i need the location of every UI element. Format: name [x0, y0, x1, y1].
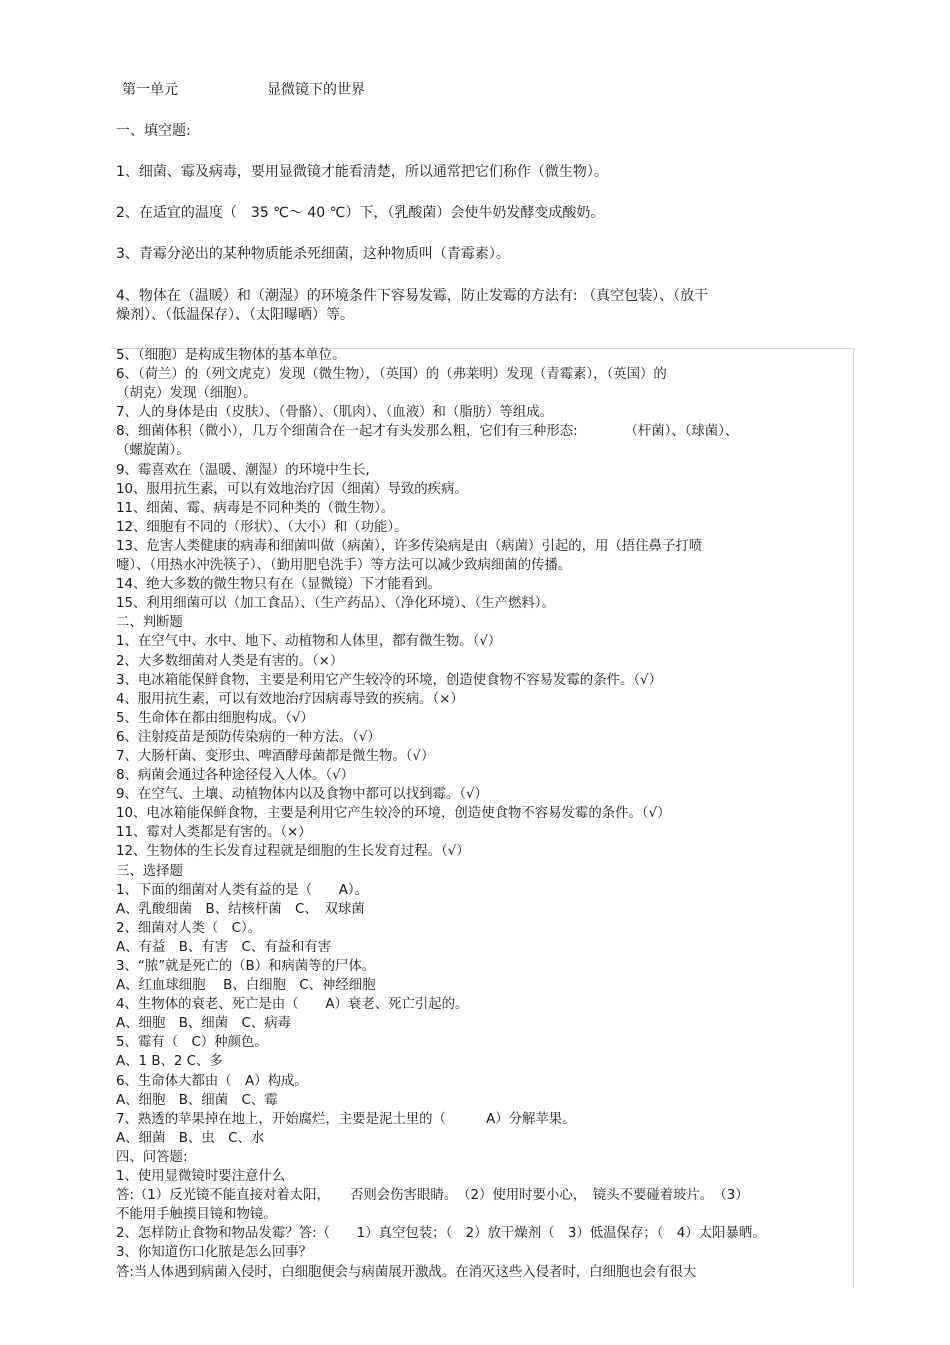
text-line: A、乳酸细菌 B、结核杆菌 C、 双球菌 [116, 901, 365, 917]
text-line: 7、人的身体是由（皮肤）、（骨骼）、（肌肉）、（血液）和（脂肪）等组成。 [116, 405, 553, 421]
text-line: 5、（细胞）是构成生物体的基本单位。 [116, 348, 346, 363]
text-line: 8、细菌体积（微小），几万个细菌合在一起才有头发那么粗，它们有三种形态: （杆菌）、（球菌）、 [116, 424, 739, 440]
text-line: 10、服用抗生素，可以有效地治疗因（细菌）导致的疾病。 [116, 481, 468, 497]
text-line: 答:（1）反光镜不能直接对着太阳， 否则会伤害眼睛。 （2）使用时要小心， 镜头不要碰着玻片。 （3） [116, 1188, 749, 1204]
text-line: 8、病菌会通过各种途径侵入人体。（√） [116, 768, 354, 784]
text-line: 答:当人体遇到病菌入侵时，白细胞便会与病菌展开激战。在消灭这些入侵者时，白细胞也会有很大 [116, 1264, 697, 1280]
text-line: 9、在空气、土壤、动植物体内以及食物中都可以找到霉。（√） [116, 787, 488, 803]
text-line: 10、电冰箱能保鲜食物，主要是利用它产生较冷的环境，创造使食物不容易发霉的条件。（√） [116, 806, 671, 822]
dense-text-block [116, 346, 851, 1282]
text-line: A、有益 B、有害 C、有益和有害 [116, 939, 332, 955]
unit-title: 第一单元 [122, 82, 178, 98]
text-line: 2、怎样防止食物和物品发霉？答:（ 1）真空包装；（ 2）放干燥剂（ 3）低温保存；（ 4）太阳暴晒。 [116, 1226, 766, 1242]
text-line: 2、大多数细菌对人类是有害的。（×） [116, 653, 344, 669]
topic-title: 显微镜下的世界 [267, 82, 365, 98]
text-line: 6、生命体大都由（ A）构成。 [116, 1073, 308, 1089]
text-line: 11、细菌、霉、病毒是不同种类的（微生物）。 [116, 500, 395, 516]
question-line: 3、青霉分泌出的某种物质能杀死细菌，这种物质叫（青霉素）。 [116, 246, 510, 262]
text-line: 5、生命体在都由细胞构成。（√） [116, 710, 314, 726]
text-line: 4、服用抗生素，可以有效地治疗因病毒导致的疾病。（×） [116, 691, 464, 707]
text-line: 5、霉有（ C）种颜色。 [116, 1035, 268, 1051]
text-line: A、红血球细胞 B、白细胞 C、神经细胞 [116, 978, 376, 994]
text-line: 嚏）、（用热水冲洗筷子）、（勤用肥皂洗手）等方法可以减少致病细菌的传播。 [116, 558, 572, 574]
text-line: 2、细菌对人类（ C）。 [116, 920, 262, 936]
text-line: A、1 B、2 C、多 [116, 1054, 223, 1070]
question-line: 1、细菌、霉及病毒，要用显微镜才能看清楚，所以通常把它们称作（微生物）。 [116, 164, 608, 180]
text-line: 1、使用显微镜时要注意什么 [116, 1169, 286, 1185]
text-line: （螺旋菌）。 [116, 443, 190, 459]
text-line: 7、大肠杆菌、变形虫、啤酒酵母菌都是微生物。（√） [116, 748, 435, 764]
text-line: 1、在空气中、水中、地下、动植物和人体里，都有微生物。（√） [116, 634, 502, 650]
question-line: 2、在适宜的温度（ 35 ℃～ 40 ℃）下，（乳酸菌）会使牛奶发酵变成酸奶。 [116, 205, 605, 221]
section-heading-fill-blank: 一、填空题: [116, 123, 191, 139]
section-heading-qa: 四、问答题: [116, 1149, 188, 1165]
text-line: 14、绝大多数的微生物只有在（显微镜）下才能看到。 [116, 577, 442, 593]
text-line: 1、下面的细菌对人类有益的是（ A）。 [116, 882, 369, 898]
text-line: A、细菌 B、虫 C、水 [116, 1130, 265, 1146]
text-line: 3、电冰箱能保鲜食物，主要是利用它产生较冷的环境，创造使食物不容易发霉的条件。（√） [116, 672, 662, 688]
text-line: 3、你知道伤口化脓是怎么回事？ [116, 1245, 312, 1261]
text-line: 7、熟透的苹果掉在地上，开始腐烂，主要是泥土里的（ A）分解苹果。 [116, 1111, 576, 1127]
text-line: A、细胞 B、细菌 C、病毒 [116, 1016, 291, 1032]
text-line: 13、危害人类健康的病毒和细菌叫做（病菌），许多传染病是由（病菌）引起的，用（捂住鼻子打喷 [116, 538, 703, 554]
text-line: 12、生物体的生长发育过程就是细胞的生长发育过程。（√） [116, 844, 470, 860]
text-line: 6、（荷兰）的（列文虎克）发现（微生物），（英国）的（弗莱明）发现（青霉素），（英国）的 [116, 367, 667, 383]
text-line: 15、利用细菌可以（加工食品）、（生产药品）、（净化环境）、（生产燃料）。 [116, 596, 555, 612]
text-line: （胡克）发现（细胞）。 [116, 386, 257, 402]
text-line: 不能用手触摸目镜和物镜。 [116, 1207, 277, 1223]
section-heading-true-false: 二、判断题 [116, 615, 183, 631]
question-line: 燥剂）、（低温保存）、（太阳曝晒）等。 [116, 307, 354, 323]
text-line: 12、细胞有不同的（形状）、（大小）和（功能）。 [116, 519, 408, 535]
section-heading-multiple-choice: 三、选择题 [116, 863, 183, 879]
text-line: 9、霉喜欢在（温暖、潮湿）的环境中生长, [116, 462, 370, 478]
text-line: A、细胞 B、细菌 C、霉 [116, 1092, 278, 1108]
text-line: 4、生物体的衰老、死亡是由（ A）衰老、死亡引起的。 [116, 997, 469, 1013]
text-line: 3、“脓”就是死亡的（B）和病菌等的尸体。 [116, 959, 376, 974]
question-line: 4、物体在（温暖）和（潮湿）的环境条件下容易发霉，防止发霉的方法有: （真空包装）、（放干 [116, 288, 709, 304]
text-line: 6、注射疫苗是预防传染病的一种方法。（√） [116, 729, 381, 745]
text-line: 11、霉对人类都是有害的。（×） [116, 825, 312, 841]
